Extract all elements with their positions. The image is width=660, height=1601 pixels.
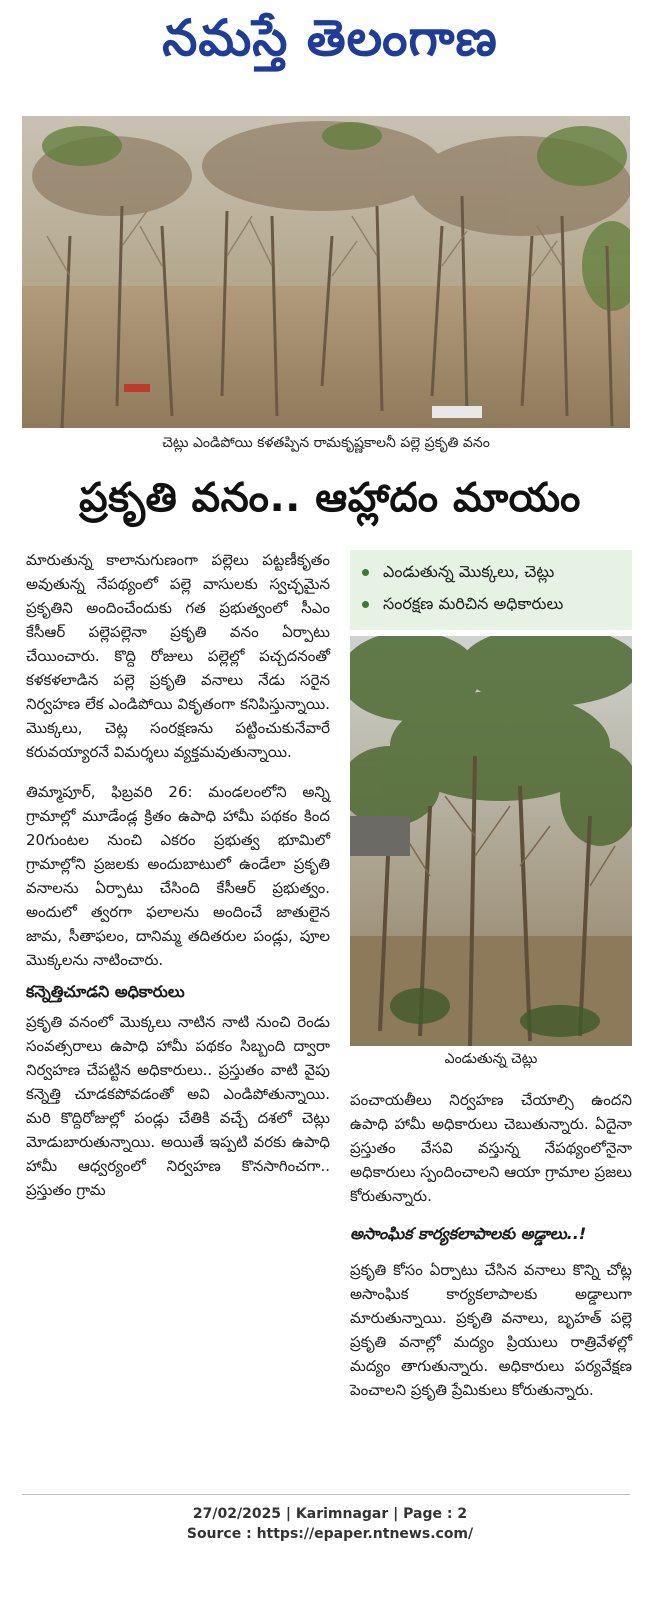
left-subheading: కన్నెత్తిచూడని అధికారులు <box>26 982 185 1001</box>
intro-paragraph: మారుతున్న కాలానుగుణంగా పల్లెలు పట్టణీకృతం అవుతున్న నేపథ్యంలో పల్లె వాసులకు స్వచ్ఛమైన ప్రకృతిని అందించేందుకు గత ప్రభుత్వంలో సీఎం కేసీఆర్ పల్లెపల్లెనా ప్రకృతి వనం ఏర్పాటు చేయించారు. కొద్ది రోజులు పల్లెల్లో పచ్చదనంతో కళకళలాడిన పల్లె ప్రకృతి వనాలు నేడు సరైన నిర్వహణ లేక ఎండిపోయి వికృతంగా కనిపిస్తున్నాయి. మొక్కలు, చెట్ల సంరక్షణను పట్టించుకునేవారే కరువయ్యారనే విమర్శలు వ్యక్తమవుతున్నాయి. <box>26 551 330 761</box>
bullet-icon <box>362 569 369 576</box>
drying-trees-image <box>350 636 632 1046</box>
footer-divider <box>22 1494 630 1495</box>
forest-photo-top <box>22 116 630 428</box>
left-column <box>26 548 330 1202</box>
dateline-paragraph: తిమ్మాపూర్, ఫిబ్రవరి 26: మండలంలోని అన్ని గ్రామాల్లో మూడేండ్ల క్రితం ఉపాధి హామీ పథకం కింద 20గుంటల నుంచి ఎకరం ప్రభుత్వ భూమిలో గ్రామాల్లోని ప్రజలకు అందుబాటులో ఉండేలా ప్రకృతి వనాలను ఏర్పాటు చేసింది కేసీఆర్ ప్రభుత్వం. అందులో త్వరగా ఫలాలను అందించే జాతులైన జామ, సీతాఫలం, దానిమ్మ తదితరుల పండ్లు, పూల మొక్కలను నాటించారు. <box>26 783 330 969</box>
top-photo-caption: చెట్లు ఎండిపోయి కళతప్పిన రామకృష్ణకాలనీ పల్లె ప్రకృతి వనం <box>162 435 490 451</box>
footer-date-edition: 27/02/2025 | Karimnagar | Page : 2 <box>192 1506 468 1522</box>
highlight-item <box>350 588 632 620</box>
highlight-item <box>350 556 632 588</box>
forest-photo-right <box>350 636 632 1046</box>
antisocial-paragraph: ప్రకృతి కోసం ఏర్పాటు చేసిన వనాలు కొన్ని చోట్ల అసాంఘిక కార్యకలాపాలకు అడ్డాలుగా మారుతున్నాయి. ప్రకృతి వనాలు, బృహత్ పల్లె ప్రకృతి వనాల్లో మద్యం ప్రియులు రాత్రివేళల్లో మద్యం తాగుతున్నారు. అధికారులు పర్యవేక్షణ పెంచాలని ప్రకృతి ప్రేమికులు కోరుతున్నారు. <box>350 1261 632 1399</box>
masthead-logo: నమస్తే తెలంగాణ <box>162 9 498 67</box>
dry-trees-image <box>22 116 630 428</box>
highlight-text: సంరక్షణ మరిచిన అధికారులు <box>383 594 564 613</box>
officials-paragraph: ప్రకృతి వనంలో మొక్కలు నాటిన నాటి నుంచి రెండు సంవత్సరాలు ఉపాధి హామీ పథకం సిబ్బంది ద్వారా నిర్వహణ చేపట్టిన అధికారులు.. ప్రస్తుతం వాటి వైపు కన్నెత్తి చూడకపోవడంతో అవి ఎండిపోతున్నాయి. మరి కొద్దిరోజుల్లో పండ్లు చేతికి వచ్చే దశలో చెట్లు మోడుబారుతున్నాయి. అయితే ఇప్పటి వరకు ఉపాధి హామీ ఆధ్వర్యంలో నిర్వహణ కొనసాగించగా.. ప్రస్తుతం గ్రామ <box>26 1013 330 1199</box>
highlight-text: ఎండుతున్న మొక్కలు, చెట్లు <box>383 562 555 581</box>
right-column <box>350 1088 632 1402</box>
bullet-icon <box>362 601 369 608</box>
article-headline: ప్రకృతి వనం.. ఆహ్లాదం మాయం <box>79 475 581 521</box>
footer-source-link[interactable]: Source : https://epaper.ntnews.com/ <box>186 1526 474 1542</box>
panchayat-paragraph: పంచాయతీలు నిర్వహణ చేయాల్సి ఉందని ఉపాధి హామీ అధికారులు చెబుతున్నారు. ఏదైనా ప్రస్తుతం వేసవి వస్తున్న నేపథ్యంలోనైనా అధికారులు స్పందించాలని ఆయా గ్రామాల ప్రజలు కోరుతున్నారు. <box>350 1091 632 1205</box>
right-photo-caption: ఎండుతున్న చెట్లు <box>444 1051 538 1067</box>
highlights-box <box>350 550 632 630</box>
footer <box>0 1504 660 1544</box>
right-subheading: అసాంఘిక కార్యకలాపాలకు అడ్డాలు..! <box>350 1224 587 1243</box>
